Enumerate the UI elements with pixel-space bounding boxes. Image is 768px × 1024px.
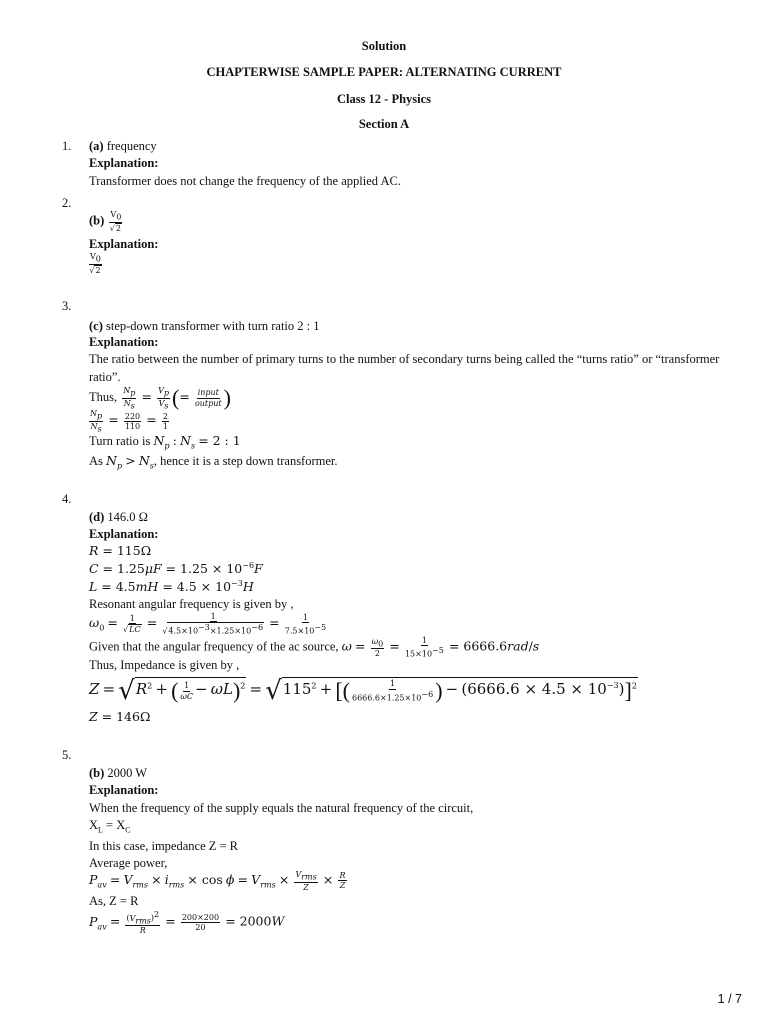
paper-title: CHAPTERWISE SAMPLE PAPER: ALTERNATING CURRENT: [206, 65, 562, 79]
explanation-text: Average power,: [89, 856, 168, 870]
explanation-text: Thus, Impedance is given by ,: [89, 658, 240, 672]
formula: $C = 1.25\mu F = 1.25 \times 10^{-6}F$: [89, 561, 263, 577]
step-down-text: , hence it is a step down transformer.: [153, 454, 338, 468]
given-text: Given that the angular frequency of the ac source,: [89, 639, 339, 654]
section-heading: Section A: [358, 117, 410, 131]
formula: $P_{av} = V_{rms} \times i_{rms} \times \cos \phi = V_{rms}$ × $\frac{V_{rms}}{Z}$ × $\frac{R}{Z}$: [89, 870, 346, 892]
answer-option: (a): [89, 139, 104, 153]
explanation-label: Explanation:: [89, 237, 159, 251]
answer-option: (c): [89, 319, 103, 333]
as-label: As: [89, 454, 103, 468]
question-number: 2.: [62, 196, 72, 210]
answer-option: (d): [89, 510, 105, 524]
page-indicator: 1 / 7: [717, 992, 742, 1006]
thus-label: Thus,: [89, 389, 118, 404]
formula: Z = 146Ω: [89, 709, 151, 724]
formula: R = 115Ω: [89, 543, 152, 558]
explanation-text: As, Z = R: [89, 894, 139, 908]
answer-line: [89, 510, 148, 525]
formula: Given that the angular frequency of the ac source, ω = $\frac{\omega_0}{2}$ = $\frac{1}{15\times 10^{-5}}$ = 6666.6rad/s: [89, 636, 540, 659]
question-number: 1.: [62, 139, 72, 153]
answer-text: step-down transformer with turn ratio 2 : 1: [106, 319, 320, 333]
explanation-label: Explanation:: [89, 783, 159, 797]
formula: $\frac{V_0}{√2}$: [89, 252, 101, 275]
explanation-text: The ratio between the number of primary turns to the number of secondary turns being called the “turns ratio” or “transformer: [89, 352, 720, 366]
explanation-text: Resonant angular frequency is given by ,: [89, 597, 294, 611]
class-subtitle: Class 12 - Physics: [336, 92, 432, 106]
explanation-label: Explanation:: [89, 527, 159, 541]
explanation-text: In this case, impedance Z = R: [89, 839, 239, 853]
answer-text: 146.0 Ω: [107, 510, 148, 524]
explanation-label: Explanation:: [89, 156, 159, 170]
formula: $Z = √R^2$ + ( $\frac{1}{\omega C}$ − $\omega L)^2 = √115^2$ + [( $\frac{1}{6666.6\times 1.25\times 10^{-6}}$ ) − $(6666.6 \times 4.5 \times 10^{-3})]^2$: [89, 676, 637, 706]
explanation-label: Explanation:: [89, 335, 159, 349]
answer-option: (b): [89, 213, 105, 228]
explanation-text: Transformer does not change the frequency of the applied AC.: [89, 174, 401, 188]
answer-line: [89, 766, 147, 781]
formula: $\omega_0$ = $\frac{1}{√LC}$ = $\frac{1}{√4.5\times 10^{-3}\times 1.25\times 10^{-6}}$ = $\frac{1}{7.5\times 10^{-5}}$: [89, 612, 327, 636]
answer-line: [89, 139, 157, 154]
formula: $\frac{V_0}{√2}$: [109, 210, 122, 233]
solution-heading: Solution: [361, 39, 407, 53]
formula: $L = 4.5mH = 4.5 \times 10^{-3}H$: [89, 579, 254, 595]
explanation-text: When the frequency of the supply equals the natural frequency of the circuit,: [89, 801, 474, 815]
answer-text: frequency: [106, 139, 157, 153]
turn-ratio-line: Turn ratio is $N_p$ : $N_s = 2$ : 1: [89, 433, 241, 451]
question-number: 5.: [62, 748, 72, 762]
question-number: 4.: [62, 492, 72, 506]
turn-ratio-label: Turn ratio is: [89, 434, 151, 448]
explanation-text: ratio”.: [89, 370, 121, 384]
formula: $P_{av}$ = $\frac{(V_{rms})^2}{R}$ = $\frac{200\times 200}{20}$ = 2000W: [89, 910, 285, 936]
formula: $X_L = X_C$: [89, 818, 131, 835]
step-down-line: As $N_p > N_s$, hence it is a step down transformer.: [89, 453, 338, 471]
question-number: 3.: [62, 299, 72, 313]
formula: Thus, $\frac{N_p}{N_s}$ = $\frac{V_p}{V_s}$ (= $\frac{\text{input}}{\text{output}}$ ): [89, 385, 231, 411]
formula: $\frac{N_p}{N_s}$ = $\frac{220}{110}$ = $\frac{2}{1}$: [90, 409, 168, 434]
answer-text: 2000 W: [107, 766, 148, 780]
answer-line: [89, 210, 124, 233]
answer-line: [89, 319, 320, 334]
answer-option: (b): [89, 766, 105, 780]
